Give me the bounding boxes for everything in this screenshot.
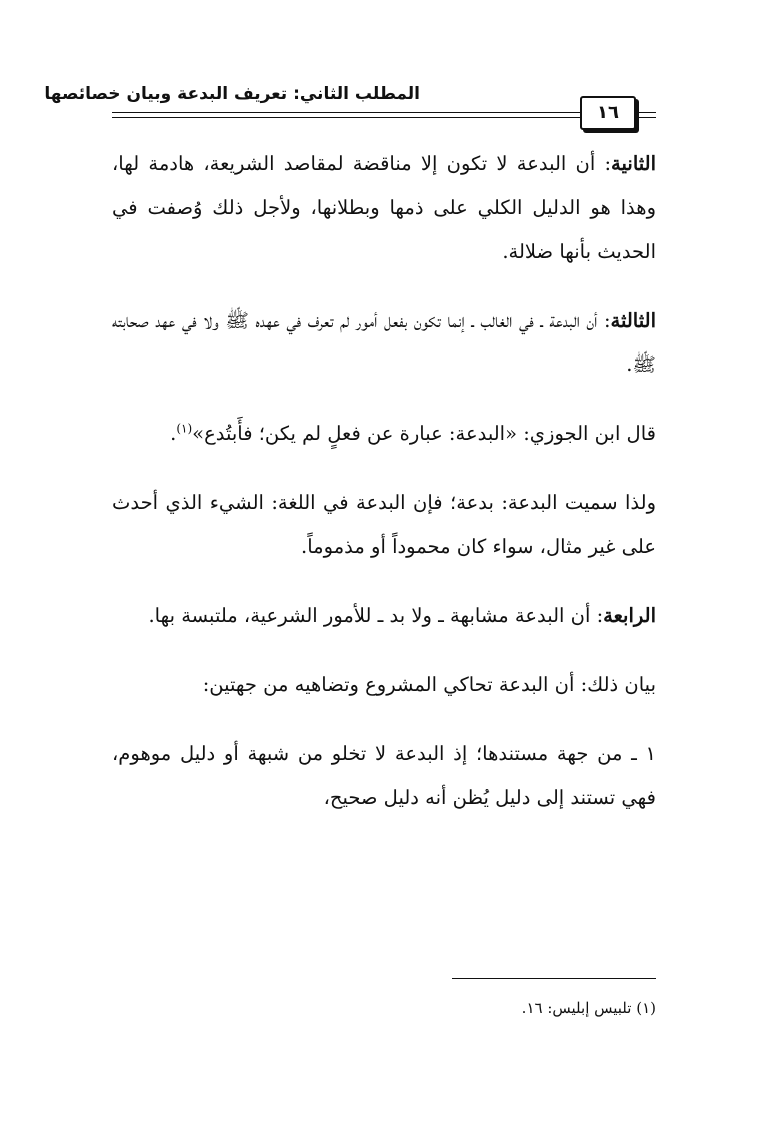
paragraph (112, 732, 656, 820)
paragraph-text: ولذا سميت البدعة: بدعة؛ فإن البدعة في اللغة: الشيء الذي أحدث على غير مثال، سواء كان محموداً أو مذموماً. (112, 491, 656, 558)
paragraph (112, 594, 656, 638)
main-text (112, 142, 656, 845)
paragraph (112, 481, 656, 569)
footnote-ref: (١) (176, 421, 193, 436)
paragraph-text: : أن البدعة لا تكون إلا مناقضة لمقاصد الشريعة، هادمة لها، وهذا هو الدليل الكلي على ذمها وبطلانها، ولأجل ذلك وُصفت في الحديث بأنها ضلالة. (112, 152, 656, 263)
paragraph-lead: الثالثة (610, 309, 656, 332)
header-rule-bottom (112, 117, 656, 118)
paragraph (112, 412, 656, 456)
footnote-separator (452, 978, 656, 979)
paragraph-text: : أن البدعة ـ في الغالب ـ إنما تكون بفعل أمور لم تعرف في عهده ﷺ ولا في عهد صحابته ﷺ. (112, 309, 656, 376)
paragraph (112, 663, 656, 707)
paragraph-lead: الثانية (611, 152, 656, 175)
header-title: المطلب الثاني: تعريف البدعة وبيان خصائصها (44, 84, 420, 104)
page-number: ١٦ (580, 96, 636, 130)
paragraph-text: قال ابن الجوزي: «البدعة: عبارة عن فعلٍ لم يكن؛ فأَبتُدع» (192, 422, 656, 445)
paragraph (112, 142, 656, 274)
footnote: (١) تلبيس إبليس: ١٦. (521, 999, 656, 1017)
paragraph (112, 299, 656, 387)
paragraph-text: ١ ـ من جهة مستندها؛ إذ البدعة لا تخلو من شبهة أو دليل موهوم، فهي تستند إلى دليل يُظن أنه دليل صحيح، (112, 742, 656, 809)
paragraph-text: : أن البدعة مشابهة ـ ولا بد ـ للأمور الشرعية، ملتبسة بها. (148, 604, 604, 627)
paragraph-text: بيان ذلك: أن البدعة تحاكي المشروع وتضاهيه من جهتين: (202, 673, 656, 696)
paragraph-lead: الرابعة (603, 604, 656, 627)
header-rule-top (112, 112, 656, 113)
paragraph-tail: . (170, 422, 177, 445)
